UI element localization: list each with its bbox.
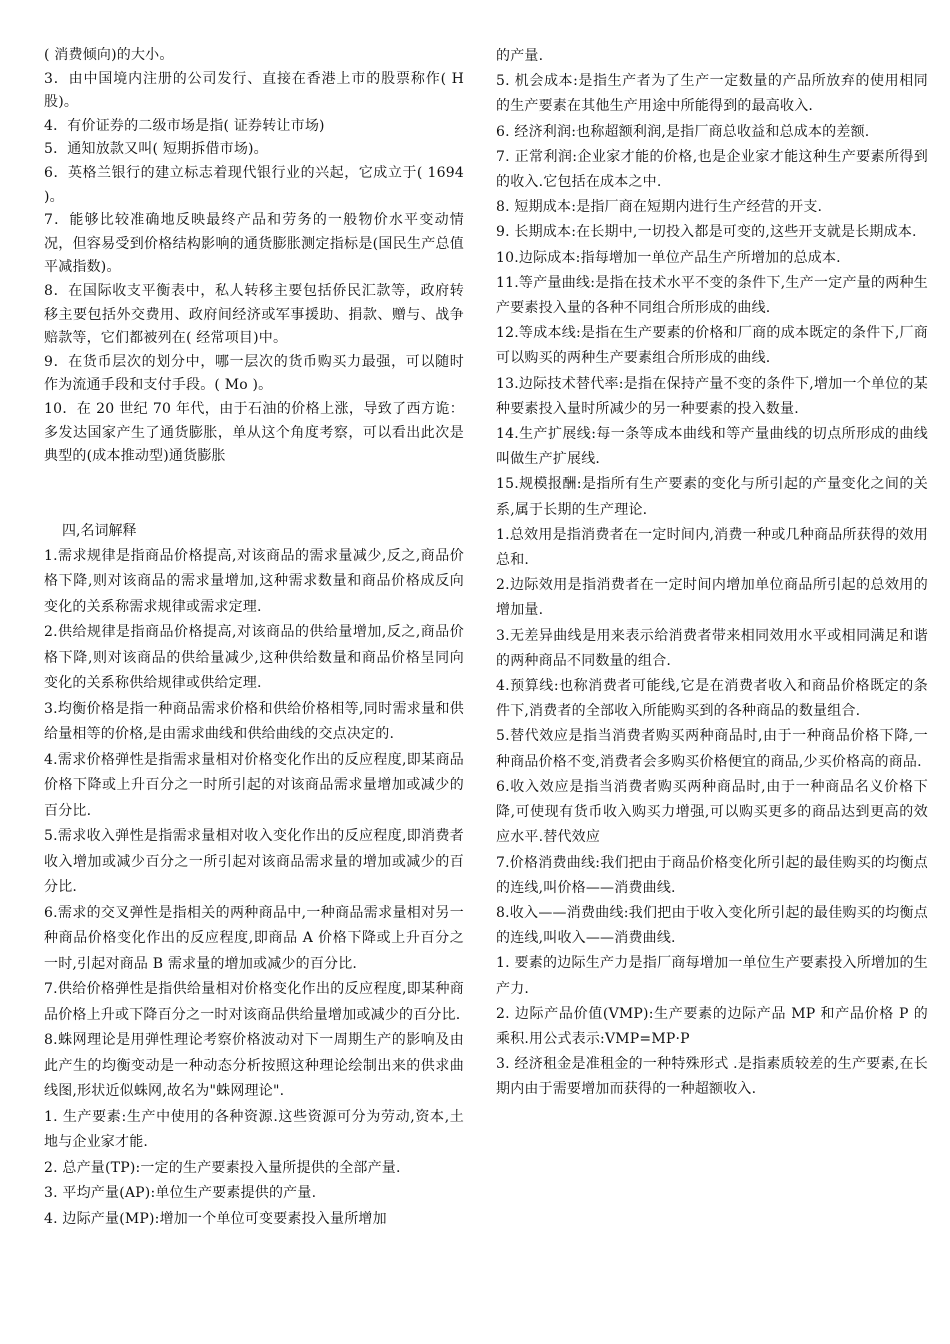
definition-paragraph: 1.总效用是指消费者在一定时间内,消费一种或几种商品所获得的效用总和. [496, 526, 928, 569]
right-column [496, 44, 928, 1344]
definition-paragraph: 2. 边际产品价值(VMP):生产要素的边际产品 MP 和产品价格 P 的乘积.用公式表示:VMP=MP·P [496, 1005, 928, 1047]
definition-paragraph: 5. 机会成本:是指生产者为了生产一定数量的产品所放弃的使用相同的生产要素在其他生产用途中所能得到的最高收入. [496, 73, 928, 115]
definition-paragraph: 13.边际技术替代率:是指在保持产量不变的条件下,增加一个单位的某种要素投入量时所减少的另一种要素的投入数量. [496, 375, 928, 417]
definition-paragraph: 10.边际成本:指每增加一单位产品生产所增加的总成本. [496, 249, 841, 266]
section-title: 四,名词解释 [62, 522, 137, 539]
answer-paragraph: ( 消费倾向)的大小。 [44, 47, 174, 63]
answer-paragraph: 9．在货币层次的划分中，哪一层次的货币购买力最强，可以随时作为流通手段和支付手段。( Mo )。 [44, 353, 464, 394]
definition-paragraph: 8. 短期成本:是指厂商在短期内进行生产经营的开支. [496, 199, 823, 216]
definition-paragraph: 4.需求价格弹性是指需求量相对价格变化作出的反应程度,即某商品价格下降或上升百分之一时所引起的对该商品需求量增加或减少的百分比. [44, 751, 464, 819]
definition-paragraph: 2.供给规律是指商品价格提高,对该商品的供给量增加,反之,商品价格下降,则对该商品的供给量减少,这种供给数量和商品价格呈同向变化的关系称供给规律或供给定理. [44, 624, 464, 692]
definition-paragraph: 5.需求收入弹性是指需求量相对收入变化作出的反应程度,即消费者收入增加或减少百分之一所引起对该商品需求量的增加或减少的百分比. [44, 828, 464, 896]
definition-paragraph: 6. 经济利润:也称超额利润,是指厂商总收益和总成本的差额. [496, 123, 870, 140]
definition-paragraph: 3. 经济租金是准租金的一种特殊形式 .是指素质较差的生产要素,在长期内由于需要增加而获得的一种超额收入. [496, 1056, 928, 1098]
choice-answers [44, 44, 464, 469]
answer-paragraph: 6．英格兰银行的建立标志着现代银行业的兴起，它成立于( 1694 )。 [44, 164, 464, 205]
definition-paragraph: 9. 长期成本:在长期中,一切投入都是可变的,这些开支就是长期成本. [496, 224, 917, 241]
definition-paragraph: 3. 平均产量(AP):单位生产要素提供的产量. [44, 1185, 317, 1202]
definition-paragraph: 7.供给价格弹性是指供给量相对价格变化作出的反应程度,即某种商品价格上升或下降百分之一时对该商品供给量增加或减少的百分比. [44, 981, 464, 1023]
definition-paragraph: 6.需求的交叉弹性是指相关的两种商品中,一种商品需求量相对另一种商品价格变化作出的反应程度,即商品 A 价格下降或上升百分之一时,引起对商品 B 需求量的增加或减少的百分比. [44, 904, 464, 972]
answer-paragraph: 10．在 20 世纪 70 年代，由于石油的价格上涨，导致了西方诡：多发达国家产生了通货膨胀，单从这个角度考察，可以看出此次是典型的(成本推动型)通货膨胀 [44, 400, 464, 465]
definition-paragraph: 1. 生产要素:生产中使用的各种资源.这些资源可分为劳动,资本,土地与企业家才能. [44, 1108, 464, 1151]
definition-paragraph: 2.边际效用是指消费者在一定时间内增加单位商品所引起的总效用的增加量. [496, 577, 928, 619]
answer-paragraph: 5．通知放款又叫( 短期拆借市场)。 [44, 141, 268, 158]
definition-paragraph: 8.收入——消费曲线:我们把由于收入变化所引起的最佳购买的均衡点的连线,叫收入——消费曲线. [496, 904, 928, 947]
definition-paragraph: 3.均衡价格是指一种商品需求价格和供给价格相等,同时需求量和供给量相等的价格,是由需求曲线和供给曲线的交点决定的. [44, 700, 464, 743]
section-gap [44, 469, 464, 519]
left-column [44, 44, 464, 1344]
answer-paragraph: 8．在国际收支平衡表中，私人转移主要包括侨民汇款等，政府转移主要包括外交费用、政府间经济或军事援助、捐款、赠与、战争赔款等，它们都被列在( 经常项目)中。 [44, 282, 464, 347]
definition-paragraph: 1.需求规律是指商品价格提高,对该商品的需求量减少,反之,商品价格下降,则对该商品的需求量增加,这种需求数量和商品价格成反向变化的关系称需求规律或需求定理. [44, 547, 464, 615]
definition-paragraph: 4. 边际产量(MP):增加一个单位可变要素投入量所增加 [44, 1210, 387, 1227]
answer-paragraph: 3．由中国境内注册的公司发行、直接在香港上市的股票称作( H 股)。 [44, 70, 464, 111]
definition-paragraph: 1. 要素的边际生产力是指厂商每增加一单位生产要素投入所增加的生产力. [496, 955, 928, 997]
definition-paragraph: 8.蛛网理论是用弹性理论考察价格波动对下一周期生产的影响及由此产生的均衡变动是一种动态分析按照这种理论绘制出来的供求曲线图,形状近似蛛网,故名为"蛛网理论". [44, 1032, 464, 1100]
answer-paragraph: 7．能够比较准确地反映最终产品和劳务的一般物价水平变动情况，但容易受到价格结构影响的通货膨胀测定指标是(国民生产总值平减指数)。 [44, 212, 464, 276]
definition-paragraph: 7.价格消费曲线:我们把由于商品价格变化所引起的最佳购买的均衡点的连线,叫价格——消费曲线. [496, 854, 928, 896]
definition-paragraph: 4.预算线:也称消费者可能线,它是在消费者收入和商品价格既定的条件下,消费者的全部收入所能购买到的各种商品的数量组合. [496, 678, 928, 720]
definition-paragraph: 2. 总产量(TP):一定的生产要素投入量所提供的全部产量. [44, 1159, 401, 1176]
definition-paragraph: 7. 正常利润:企业家才能的价格,也是企业家才能这种生产要素所得到的收入.它包括在成本之中. [496, 148, 928, 191]
definition-paragraph: 5.替代效应是指当消费者购买两种商品时,由于一种商品价格下降,一种商品价格不变,消费者会多购买价格便宜的商品,少买价格高的商品. [496, 728, 928, 770]
definitions-left [44, 544, 464, 1233]
definition-paragraph: 11.等产量曲线:是指在技术水平不变的条件下,生产一定产量的两种生产要素投入量的各种不同组合所形成的曲线. [496, 274, 928, 317]
definition-paragraph: 15.规模报酬:是指所有生产要素的变化与所引起的产量变化之间的关系,属于长期的生产理论. [496, 476, 928, 518]
answer-paragraph: 4．有价证券的二级市场是指( 证券转让市场) [44, 117, 325, 134]
definition-paragraph: 14.生产扩展线:每一条等成本曲线和等产量曲线的切点所形成的曲线叫做生产扩展线. [496, 426, 928, 468]
definition-paragraph: 12.等成本线:是指在生产要素的价格和厂商的成本既定的条件下,厂商可以购买的两种生产要素组合所形成的曲线. [496, 325, 928, 367]
definition-paragraph: 3.无差异曲线是用来表示给消费者带来相同效用水平或相同满足和谐的两种商品不同数量的组合. [496, 627, 928, 669]
definition-paragraph: 6.收入效应是指当消费者购买两种商品时,由于一种商品名义价格下降,可使现有货币收入购买力增强,可以购买更多的商品达到更高的效应水平.替代效应 [496, 778, 928, 846]
definition-paragraph: 的产量. [496, 48, 544, 64]
